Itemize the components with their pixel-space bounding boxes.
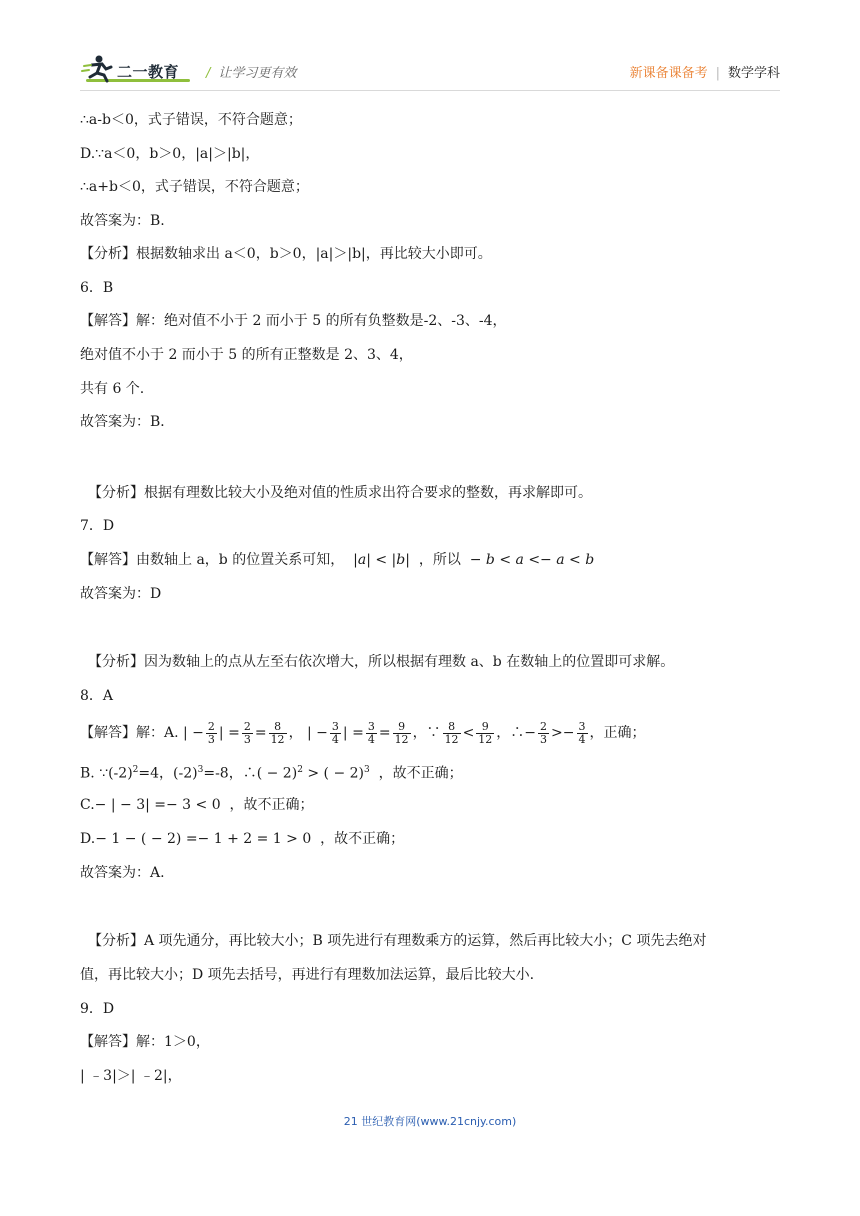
math-expression: − | − 3| =− 3 < 0 <box>94 797 221 813</box>
text-line: 共有 6 个. <box>80 381 145 397</box>
solution-text: B. ∵(-2) <box>80 765 133 782</box>
math-symbol: | − <box>183 725 204 741</box>
math-expression: − 1 − ( − 2) =− 1 + 2 = 1 > 0 <box>95 831 312 847</box>
math-symbol: >− <box>551 725 575 741</box>
math-symbol: = <box>378 725 391 741</box>
tag-separator: | <box>715 66 720 81</box>
text-line: | ﹣3|＞| ﹣2|， <box>80 1068 182 1084</box>
math-expression: ( − 2) <box>256 765 298 782</box>
exponent: 3 <box>364 765 370 775</box>
fraction: $\frac{3}{4}$ <box>578 719 586 746</box>
solution-text: =-8，∴ <box>203 765 257 782</box>
header-divider <box>80 90 780 91</box>
solution-text: ，故不正确； <box>320 831 405 847</box>
analysis-line: 【分析】根据有理数比较大小及绝对值的性质求出符合要求的整数，再求解即可。 <box>88 485 592 501</box>
solution-text: ，故不正确； <box>229 797 314 813</box>
text-line: 值，再比较大小；D 项先去括号，再进行有理数加法运算，最后比较大小. <box>80 967 535 983</box>
text-line: 故答案为：A. <box>80 865 165 881</box>
text-line <box>80 795 314 815</box>
question-number: 6．B <box>80 280 114 296</box>
slogan <box>206 62 296 81</box>
math-symbol: < <box>462 725 475 741</box>
brand-logo <box>80 52 192 88</box>
question-number: 8．A <box>80 688 114 704</box>
solution-text: =4，(-2) <box>138 765 198 782</box>
solution-text: D. <box>80 831 96 847</box>
solution-text: ，所以 <box>418 552 461 568</box>
analysis-line: 【分析】A 项先通分，再比较大小；B 项先进行有理数乘方的运算，然后再比较大小；C 项先去绝对 <box>88 933 707 949</box>
text-line: 故答案为：B. <box>80 213 165 229</box>
solution-line <box>80 550 594 570</box>
fraction: $\frac{8}{12}$ <box>270 719 285 746</box>
exponent: 2 <box>297 765 303 775</box>
solution-line: 【解答】解：1＞0， <box>80 1034 210 1050</box>
analysis-line: 【分析】根据数轴求出 a＜0，b＞0，|a|＞|b|，再比较大小即可。 <box>80 246 492 262</box>
fraction: $\frac{2}{3}$ <box>243 719 251 746</box>
solution-text: ，故不正确； <box>378 765 463 782</box>
solution-line <box>80 718 646 748</box>
text-line: ∴a+b＜0，式子错误，不符合题意； <box>80 179 309 195</box>
solution-text: 【解答】解：A. <box>80 725 179 741</box>
fraction: $\frac{3}{4}$ <box>331 719 339 746</box>
text-line: 故答案为：B． <box>80 414 175 430</box>
math-expression: |a| < |b| <box>353 552 410 568</box>
fraction: $\frac{3}{4}$ <box>367 719 375 746</box>
slogan-slash: / <box>206 66 211 81</box>
math-symbol: | = <box>218 725 240 741</box>
fraction: $\frac{9}{12}$ <box>394 719 409 746</box>
punctuation: ，∴− <box>496 725 537 741</box>
brand-name: 二一教育 <box>117 63 180 81</box>
punctuation: ， <box>288 725 303 741</box>
exponent: 2 <box>132 765 139 775</box>
course-tag: 新课备课备考 <box>629 66 708 81</box>
fraction: $\frac{8}{12}$ <box>444 719 459 746</box>
solution-text: ，正确； <box>589 725 646 741</box>
math-symbol: = <box>254 725 267 741</box>
math-expression: − b < a <− a < b <box>469 552 595 568</box>
question-number: 7．D <box>80 518 115 534</box>
subject-tag: 数学学科 <box>727 66 780 81</box>
text-line: 故答案为：D <box>80 586 162 602</box>
slogan-text: 让学习更有效 <box>218 66 297 81</box>
text-line <box>80 760 463 784</box>
punctuation: ，∵ <box>412 725 441 741</box>
page-header <box>80 52 780 92</box>
math-expression: > ( − 2) <box>302 765 365 782</box>
fraction: $\frac{2}{3}$ <box>207 719 215 746</box>
math-symbol: | − <box>307 725 328 741</box>
text-line: ∴a-b＜0，式子错误，不符合题意； <box>80 112 302 128</box>
text-line <box>80 829 404 849</box>
solution-line: 【解答】解：绝对值不小于 2 而小于 5 的所有负整数是-2、-3、-4， <box>80 313 507 329</box>
solution-text: 【解答】由数轴上 a，b 的位置关系可知， <box>80 552 345 568</box>
page-footer: 21 世纪教育网(www.21cnjy.com) <box>343 1115 517 1128</box>
header-tags <box>630 62 780 81</box>
fraction: $\frac{2}{3}$ <box>540 719 548 746</box>
text-line: 绝对值不小于 2 而小于 5 的所有正整数是 2、3、4， <box>80 347 413 363</box>
analysis-line: 【分析】因为数轴上的点从左至右依次增大，所以根据有理数 a、b 在数轴上的位置即可求解。 <box>88 654 675 670</box>
math-symbol: | = <box>342 725 364 741</box>
question-number: 9．D <box>80 1001 115 1017</box>
solution-text: C. <box>80 797 95 813</box>
text-line: D.∵a＜0，b＞0，|a|＞|b|， <box>80 146 260 162</box>
exponent: 3 <box>197 765 204 775</box>
fraction: $\frac{9}{12}$ <box>478 719 493 746</box>
